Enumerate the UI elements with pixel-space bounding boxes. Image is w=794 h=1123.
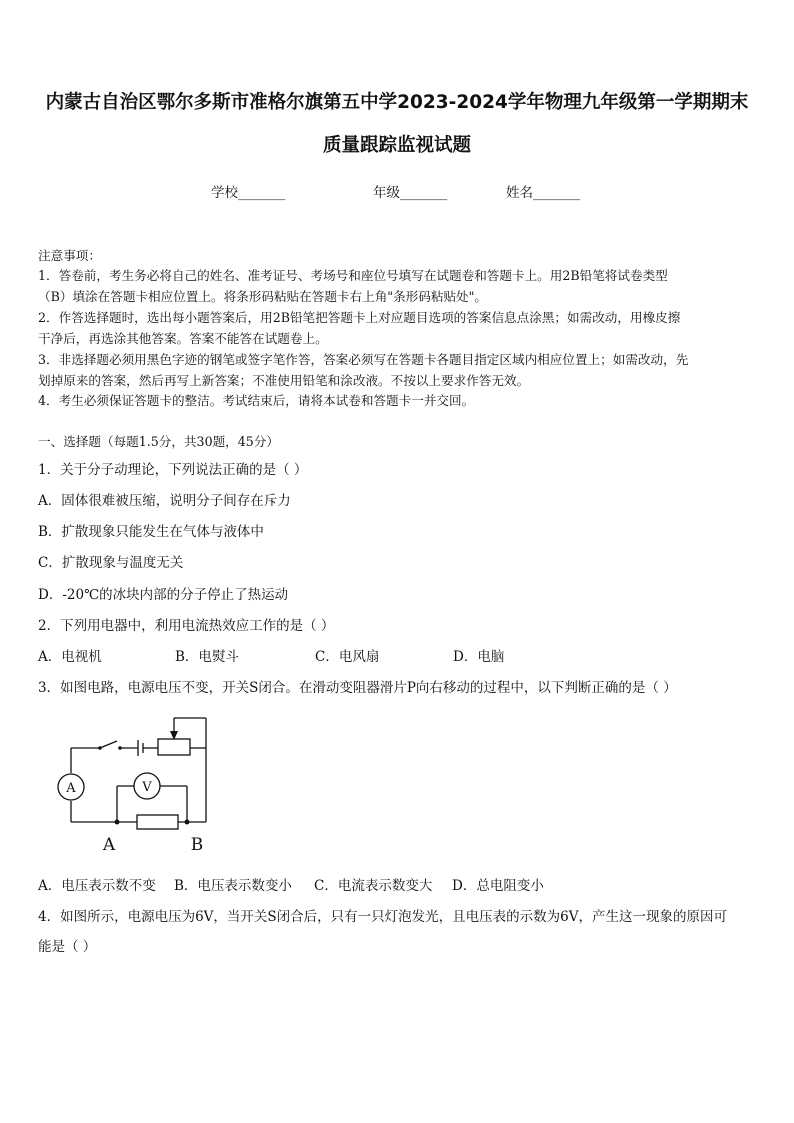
fixed-resistor — [137, 815, 178, 829]
question-2-stem: 2．下列用电器中，利用电流热效应工作的是（ ） — [38, 618, 335, 634]
question-1-option-c: C．扩散现象与温度无关 — [38, 555, 184, 571]
notice-line: 划掉原来的答案，然后再写上新答案；不准使用铅笔和涂改液。不按以上要求作答无效。 — [38, 373, 530, 388]
junction-dot — [185, 820, 190, 825]
switch-contact-dot — [118, 746, 122, 750]
question-3-stem: 3．如图电路，电源电压不变，开关S闭合。在滑动变阻器滑片P向右移动的过程中，以下判断正确的是（ ） — [38, 680, 677, 696]
question-2-option-d: D．电脑 — [453, 649, 505, 665]
question-1-option-b: B．扩散现象只能发生在气体与液体中 — [38, 524, 264, 540]
notice-heading: 注意事项： — [38, 248, 101, 263]
exam-title-line1: 内蒙古自治区鄂尔多斯市准格尔旗第五中学2023-2024学年物理九年级第一学期期末 — [45, 92, 749, 113]
question-1-stem: 1．关于分子动理论，下列说法正确的是（ ） — [38, 462, 308, 478]
point-a-label: A — [102, 835, 116, 855]
question-3-option-a: A．电压表示数不变 — [38, 878, 156, 894]
question-2-option-a: A．电视机 — [38, 649, 102, 665]
question-3-option-b: B．电压表示数变小 — [174, 878, 292, 894]
question-1-option-d: D．-20℃的冰块内部的分子停止了热运动 — [38, 587, 289, 603]
notice-line: （B）填涂在答题卡相应位置上。将条形码粘贴在答题卡右上角"条形码粘贴处"。 — [38, 289, 488, 304]
school-field: 学校_______ — [211, 185, 286, 201]
grade-field: 年级_______ — [373, 185, 448, 201]
notice-line: 干净后，再选涂其他答案。答案不能答在试题卷上。 — [38, 331, 328, 346]
switch-lever — [100, 741, 117, 748]
name-field: 姓名_______ — [506, 185, 581, 201]
section-heading: 一、选择题（每题1.5分，共30题，45分） — [38, 434, 279, 449]
point-b-label: B — [190, 835, 204, 855]
notice-line: 3．非选择题必须用黑色字迹的钢笔或签字笔作答，答案必须写在答题卡各题目指定区域内相应位置上；如需改动，先 — [38, 352, 689, 367]
question-2-option-b: B．电熨斗 — [175, 649, 239, 665]
junction-dot — [115, 820, 120, 825]
question-3-option-d: D．总电阻变小 — [452, 878, 544, 894]
rheostat — [158, 739, 190, 755]
notice-line: 4．考生必须保证答题卡的整洁。考试结束后，请将本试卷和答题卡一并交回。 — [38, 393, 475, 408]
exam-title-line2: 质量跟踪监视试题 — [322, 135, 471, 156]
question-4-stem-line2: 能是（ ） — [38, 939, 97, 955]
notice-line: 1．答卷前，考生务必将自己的姓名、准考证号、考场号和座位号填写在试题卷和答题卡上。用2B铅笔将试卷类型 — [38, 268, 668, 283]
question-1-option-a: A．固体很难被压缩，说明分子间存在斥力 — [38, 493, 291, 509]
notice-line: 2．作答选择题时，选出每小题答案后，用2B铅笔把答题卡上对应题目选项的答案信息点涂黑；如需改动，用橡皮擦 — [38, 310, 681, 325]
question-4-stem-line1: 4．如图所示，电源电压为6V，当开关S闭合后，只有一只灯泡发光，且电压表的示数为6V，产生这一现象的原因可 — [38, 909, 728, 925]
question-3-option-c: C．电流表示数变大 — [314, 878, 433, 894]
circuit-diagram — [40, 700, 240, 870]
question-2-option-c: C．电风扇 — [315, 649, 380, 665]
switch-contact-dot — [98, 746, 102, 750]
voltmeter-label: V — [142, 780, 152, 795]
ammeter-label: A — [66, 781, 76, 796]
